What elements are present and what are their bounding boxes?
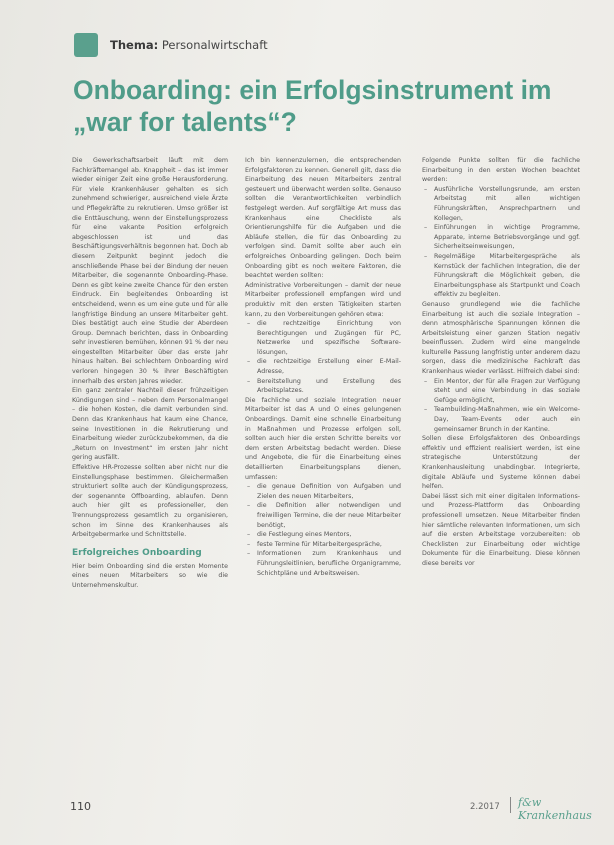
column-1 xyxy=(72,156,228,821)
list-item: – Einführungen in wichtige Programme, Apparate, interne Betriebsvorgänge und ggf. Sicherheitseinweisungen, xyxy=(430,223,580,252)
list-item: – Ein Mentor, der für alle Fragen zur Verfügung steht und eine Verbindung in das soziale Gefüge ermöglicht, xyxy=(430,377,580,406)
paragraph: Hier beim Onboarding sind die ersten Momente eines neuen Mitarbeiters so wie die Unternehmenskultur. xyxy=(72,562,228,589)
column-2 xyxy=(245,156,401,821)
paragraph: Dabei lässt sich mit einer digitalen Informations- und Prozess-Plattform das Onboarding professionell umsetzen. Neue Mitarbeiter finden hier sämtliche relevanten Informationen, um sich auf die ersten Arbeitstage vorzubereiten: ob Checklisten zur Einarbeitung oder wichtige Dokumente für die Einarbeitung. Diese können diese bereits vor xyxy=(422,492,580,567)
topic-color-box xyxy=(74,33,98,57)
paragraph: Die fachliche und soziale Integration neuer Mitarbeiter ist das A und O eines gelungenen Onboardings. Damit eine schnelle Einarbeitung in Maßnahmen und Prozesse erfolgen soll, sollten auch hier die ersten Schritte bereits vor dem ersten Arbeitstag bedacht werden. Diese und Angebote, die für die Einarbeitung eines detaillierten Einarbeitungsplans dienen, umfassen: xyxy=(245,396,401,481)
list-item: – die rechtzeitige Einrichtung von Berechtigungen und Zugängen für PC, Netzwerke und spezifische Software-lösungen, xyxy=(253,319,401,357)
paragraph: Genauso grundlegend wie die fachliche Einarbeitung ist auch die soziale Integration – denn atmosphärische Spannungen können die Arbeitsleistung einer ganzen Station negativ beeinflussen. Zudem wird eine mangelnde kulturelle Passung langfristig unter anderem dazu sorgen, dass die medizinische Fachkraft das Krankenhaus wieder verlässt. Hilfreich dabei sind: xyxy=(422,300,580,376)
topic-name: Personalwirtschaft xyxy=(161,38,268,52)
list-item: – Ausführliche Vorstellungsrunde, am ersten Arbeitstag mit allen wichtigen Führungskräften, Ansprechpartnern und Kollegen, xyxy=(430,185,580,223)
list-item: – die rechtzeitige Erstellung einer E-Mail-Adresse, xyxy=(253,357,401,376)
paragraph: Administrative Vorbereitungen – damit der neue Mitarbeiter professionell empfangen wird und produktiv mit den ersten Tätigkeiten starten kann, zu den Vorbereitungen gehören etwa: xyxy=(245,281,401,318)
paragraph: Die Gewerkschaftsarbeit läuft mit dem Fachkräftemangel ab. Knappheit – das ist immer wieder einiger Zeit eine große Herausforderung. Für viele Krankenhäuser gehalten es sich zunehmend schwieriger, ausreichend viele Ärzte und Pflegekräfte zu rekrutieren. Umso größer ist die Enttäuschung, wenn der Einstellungsprozess für eine vakante Position erfolgreich abgeschlossen ist und das Beschäftigungsverhältnis begonnen hat. Doch ab diesem Zeitpunkt beginnt jedoch die anschließende Phase bei der Bindung der neuen Mitarbeiter, die sogenannte Onboarding-Phase. Denn es gibt keine zweite Chance für den ersten Eindruck. Ein begleitendes Onboarding ist entscheidend, wenn es um eine gute und für alle langfristige Bindung an unsere Mitarbeiter geht. Dies bestätigt auch eine Studie der Aberdeen Group. Demnach berichten, dass in Onboarding sehr investieren bemühen, können 91 % der neu eingestellten Mitarbeiter über das erste Jahr hinaus halten. Bei schlechtem Onboarding wird verloren hingegen 30 % ihrer Beschäftigten innerhalb des ersten Jahres wieder. xyxy=(72,157,228,385)
bullet-list xyxy=(245,319,401,396)
paragraph: Effektive HR-Prozesse sollten aber nicht nur die Einstellungsphase bestimmen. Gleichermaßen strukturiert sollte auch der Kündigungsprozess, der sogenannte Offboarding, ablaufen. Denn auch hier gilt es professioneller, den Trennungsprozess gesamtlich zu organisieren, schon im Sinne des Krankenhauses als Arbeitgebermarke und Schnittstelle. xyxy=(72,464,228,539)
list-item: – die Festlegung eines Mentors, xyxy=(253,530,401,540)
bullet-list xyxy=(245,482,401,578)
list-item: – Teambuilding-Maßnahmen, wie ein Welcome-Day, Team-Events oder auch ein gemeinsamer Brunch in der Kantine. xyxy=(430,405,580,434)
list-item: – die genaue Definition von Aufgaben und Zielen des neuen Mitarbeiters, xyxy=(253,482,401,501)
paragraph: Ich bin kennenzulernen, die entsprechenden Erfolgsfaktoren zu kennen. Generell gilt, dass die Einarbeitung des neuen Mitarbeiters zentral gesteuert und überwacht werden sollte. Genauso sollten die Verantwortlichkeiten verbindlich festgelegt werden. Auf sorgfältige Art muss das Krankenhaus eine Checkliste als Orientierungshilfe für die Aufgaben und die Abläufe stellen, die für das Onboarding zu verfolgen sind. Damit sollte aber auch ein erfolgreiches Onboarding gelingen. Doch beim Onboarding gibt es noch weitere Faktoren, die beachtet werden sollten: xyxy=(245,157,401,280)
topic-prefix: Thema: xyxy=(110,38,159,52)
section-heading: Erfolgreiches Onboarding xyxy=(72,547,202,558)
bullet-list xyxy=(422,185,580,300)
bullet-list xyxy=(422,377,580,435)
paragraph: Folgende Punkte sollten für die fachliche Einarbeitung in den ersten Wochen beachtet werden: xyxy=(422,157,580,184)
title-line-1: Onboarding: ein Erfolgsinstrument im xyxy=(73,75,552,105)
topic-label xyxy=(110,38,268,52)
magazine-logo: f&w Krankenhaus xyxy=(518,796,592,822)
list-item: – feste Termine für Mitarbeitergespräche, xyxy=(253,540,401,550)
page-number: 110 xyxy=(70,800,91,813)
topic-header xyxy=(74,33,268,57)
list-item: – Informationen zum Krankenhaus und Führungsleitlinien, berufliche Organigramme, Schichtpläne und Arbeitsweisen. xyxy=(253,549,401,578)
list-item: – Bereitstellung und Erstellung des Arbeitsplatzes. xyxy=(253,377,401,396)
article-title xyxy=(73,74,573,138)
paragraph: Ein ganz zentraler Nachteil dieser frühzeitigen Kündigungen sind – neben dem Personalmangel – die hohen Kosten, die damit verbunden sind. Denn das Krankenhaus hat kaum eine Chance, seine Investitionen in die Rekrutierung und Einarbeitung wieder zurückzubekommen, da die „Return on Investment“ im ersten Jahr nicht gering ausfällt. xyxy=(72,387,228,462)
title-line-2: „war for talents“? xyxy=(73,107,297,137)
list-item: – Regelmäßige Mitarbeitergespräche als Kernstück der fachlichen Integration, die der Führungskraft die Möglichkeit geben, die Einarbeitungsphase als Startpunkt und Coach effektiv zu begleiten. xyxy=(430,252,580,300)
footer-divider xyxy=(510,797,511,813)
column-3 xyxy=(422,156,580,821)
list-item: – die Definition aller notwendigen und freiwilligen Termine, die der neue Mitarbeiter benötigt, xyxy=(253,501,401,530)
paragraph: Sollen diese Erfolgsfaktoren des Onboardings effektiv und effizient realisiert werden, ist eine strategische Unterstützung der Krankenhausleitung unabdingbar. Integrierte, digitale Abläufe und Systeme können dabei helfen. xyxy=(422,435,580,491)
issue-number: 2.2017 xyxy=(470,802,500,812)
